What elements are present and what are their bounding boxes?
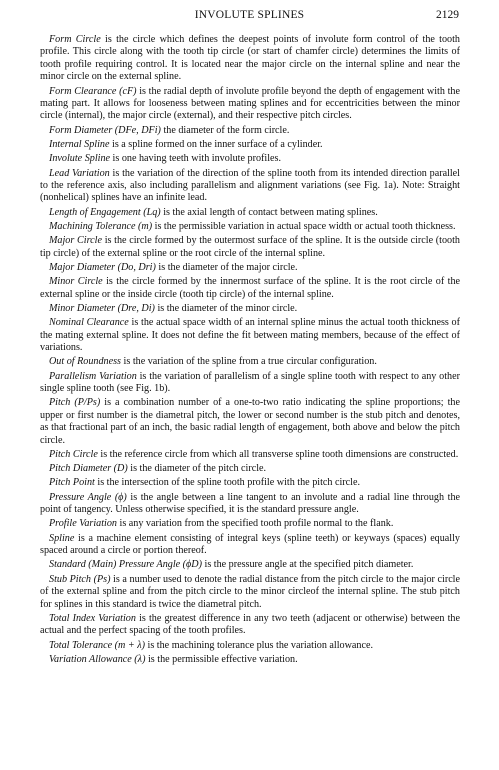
glossary-entry — [40, 207, 460, 219]
glossary-term: Pressure Angle (ϕ) — [49, 491, 127, 503]
glossary-term: Major Diameter (Do, Dri) — [49, 261, 156, 273]
glossary-definition: is the circle which defines the deepest points of involute form control of the tooth profile. This circle along with the tooth tip circle (or start of chamfer circle) determines the limits of tooth profile requiring control. It is located near the major circle on the internal spline and near the minor circle on the external spline. — [40, 34, 460, 83]
glossary-entry — [40, 574, 460, 611]
glossary-term: Nominal Clearance — [49, 317, 129, 329]
glossary-definition: is the actual space width of an internal spline minus the actual tooth thickness of the mating external spline. It does not define the fit between mating members, because of the effect of variations. — [40, 317, 460, 354]
glossary-term: Pitch (P/Ps) — [49, 397, 101, 409]
glossary-definition: is a spline formed on the inner surface of a cylinder. — [109, 138, 323, 150]
glossary-definition: is the variation of the spline from a true circular configuration. — [121, 356, 377, 368]
glossary-term: Spline — [49, 532, 75, 544]
glossary-definition: is the intersection of the spline tooth profile with the pitch circle. — [94, 477, 360, 489]
glossary-definition: is the diameter of the pitch circle. — [127, 463, 267, 475]
glossary-term: Standard (Main) Pressure Angle (ϕD) — [49, 559, 202, 571]
glossary-definition: is the radial depth of involute profile beyond the depth of engagement with the mating part. It allows for looseness between mating splines and for eccentricities between the minor circle (internal), the major circle (external), and their respective pitch circles. — [40, 85, 460, 122]
glossary-entry — [40, 449, 460, 461]
glossary-term: Out of Roundness — [49, 356, 121, 368]
glossary-entry — [40, 221, 460, 233]
glossary-entry — [40, 492, 460, 517]
glossary-entry — [40, 262, 460, 274]
glossary-entry — [40, 235, 460, 260]
glossary-definition: is the axial length of contact between mating splines. — [160, 206, 378, 218]
glossary-entry — [40, 397, 460, 447]
glossary-term: Parallelism Variation — [49, 370, 137, 382]
glossary-term: Profile Variation — [49, 518, 117, 530]
glossary-definition: is a number used to denote the radial distance from the pitch circle to the major circle of the external spline and from the pitch circle to the minor circleof the internal spline. The stub pitch for splines in this standard is twice the diametral pitch. — [40, 573, 460, 610]
glossary-definition: is a machine element consisting of integral keys (spline teeth) or keyways (spaces) equally spaced around a circle or portion thereof. — [40, 532, 460, 557]
glossary-entry — [40, 477, 460, 489]
glossary-entry — [40, 317, 460, 354]
glossary-entry — [40, 168, 460, 205]
glossary-entry — [40, 654, 460, 666]
glossary-term: Length of Engagement (Lq) — [49, 206, 161, 218]
glossary-definition: is the circle formed by the innermost surface of the spline. It is the root circle of the external spline or the inside circle (tooth tip circle) of the internal spline. — [40, 276, 460, 300]
glossary-term: Total Index Variation — [49, 612, 136, 624]
page-number: 2129 — [436, 9, 459, 21]
glossary-definition: is the circle formed by the outermost surface of the spline. It is the outside circle (tooth tip circle) of the external spline or the root circle of the internal spline. — [40, 235, 460, 259]
glossary-definition: is the permissible variation in actual space width or actual tooth thickness. — [152, 220, 456, 232]
running-header — [40, 9, 459, 25]
glossary-term: Pitch Circle — [49, 448, 98, 460]
glossary-entry — [40, 559, 460, 571]
glossary-entry — [40, 463, 460, 475]
glossary-entry — [40, 34, 460, 84]
glossary-body — [40, 34, 460, 668]
glossary-definition: is the variation of parallelism of a single spline tooth with respect to any other single spline tooth (see Fig. 1b). — [40, 370, 460, 395]
glossary-term: Minor Circle — [49, 276, 103, 288]
glossary-definition: is the machining tolerance plus the variation allowance. — [144, 639, 373, 651]
glossary-term: Major Circle — [49, 235, 102, 247]
glossary-term: Pitch Diameter (D) — [49, 463, 128, 475]
glossary-definition: is the greatest difference in any two teeth (adjacent or otherwise) between the actual and the perfect spacing of the tooth profiles. — [40, 612, 460, 637]
glossary-definition: is the variation of the direction of the spline tooth from its intended direction parallel to the reference axis, also including parallelism and alignment variations (see Fig. 1a). Note: Straight (nonhelical) splines have an infinite lead. — [40, 167, 460, 204]
glossary-definition: is any variation from the specified tooth profile normal to the flank. — [116, 518, 394, 530]
glossary-entry — [40, 139, 460, 151]
glossary-definition: is the permissible effective variation. — [145, 653, 298, 665]
glossary-term: Form Clearance (cF) — [49, 85, 137, 97]
glossary-definition: is a combination number of a one-to-two ratio indicating the spline proportions; the upper or first number is the diametral pitch, the lower or second number is the stub pitch and denotes, as that fractional part of an inch, the basic radial length of engagement, both above and below the pitch circle. — [40, 397, 460, 446]
glossary-definition: is the pressure angle at the specified pitch diameter. — [201, 559, 414, 571]
glossary-entry — [40, 125, 460, 137]
glossary-entry — [40, 533, 460, 558]
glossary-entry — [40, 518, 460, 530]
glossary-entry — [40, 613, 460, 638]
glossary-entry — [40, 153, 460, 165]
glossary-definition: is the diameter of the minor circle. — [154, 302, 298, 314]
glossary-entry — [40, 640, 460, 652]
glossary-term: Form Diameter (DFe, DFi) — [49, 124, 161, 136]
glossary-definition: is the reference circle from which all transverse spline tooth dimensions are constructed. — [97, 448, 459, 460]
glossary-entry — [40, 86, 460, 123]
glossary-entry — [40, 276, 460, 301]
glossary-term: Pitch Point — [49, 477, 95, 489]
glossary-term: Stub Pitch (Ps) — [49, 573, 111, 585]
glossary-term: Internal Spline — [49, 138, 110, 150]
glossary-definition: is the angle between a line tangent to an involute and a radial line through the point of tangency. Unless otherwise specified, it is the standard pressure angle. — [40, 491, 460, 516]
glossary-term: Lead Variation — [49, 167, 110, 179]
glossary-entry — [40, 371, 460, 396]
glossary-term: Form Circle — [49, 34, 101, 45]
glossary-entry — [40, 303, 460, 315]
glossary-definition: is one having teeth with involute profiles. — [110, 153, 281, 165]
glossary-term: Machining Tolerance (m) — [49, 220, 153, 232]
glossary-entry — [40, 356, 460, 368]
glossary-term: Total Tolerance (m + λ) — [49, 639, 145, 651]
glossary-definition: the diameter of the form circle. — [160, 124, 290, 136]
glossary-term: Variation Allowance (λ) — [49, 653, 146, 665]
glossary-term: Minor Diameter (Dre, Di) — [49, 302, 155, 314]
glossary-term: Involute Spline — [49, 153, 111, 165]
running-title: INVOLUTE SPLINES — [194, 9, 305, 21]
glossary-definition: is the diameter of the major circle. — [155, 261, 298, 273]
